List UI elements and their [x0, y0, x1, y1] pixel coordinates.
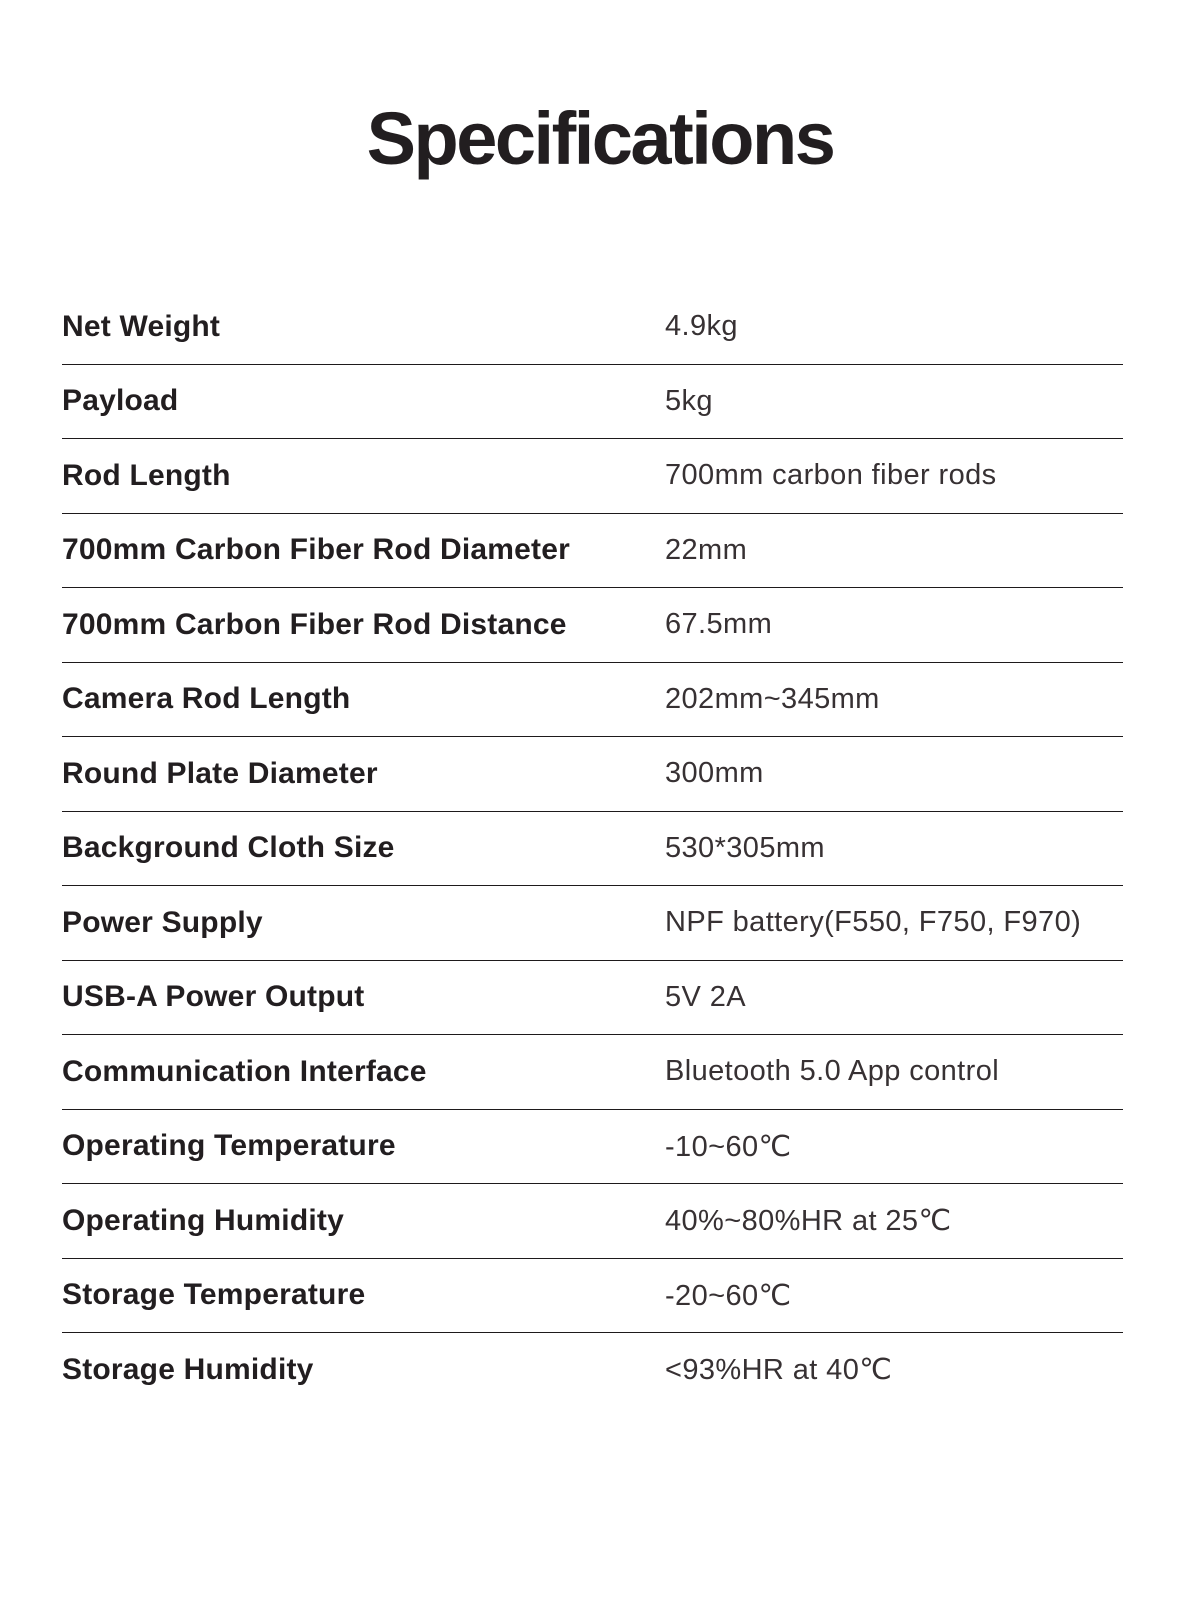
spec-value: NPF battery(F550, F750, F970): [665, 906, 1082, 939]
table-row: [62, 1035, 1123, 1110]
table-row: [62, 1259, 1123, 1334]
spec-label: Payload: [62, 384, 179, 418]
page-title: Specifications: [366, 97, 834, 180]
spec-label: Communication Interface: [62, 1054, 427, 1088]
spec-label: Operating Humidity: [62, 1203, 344, 1237]
table-row: [62, 886, 1123, 961]
table-row: [62, 663, 1123, 738]
spec-value: 202mm~345mm: [665, 682, 880, 715]
table-row: [62, 1333, 1123, 1407]
table-row: [62, 588, 1123, 663]
spec-value: Bluetooth 5.0 App control: [665, 1055, 1000, 1088]
spec-value: 40%~80%HR at 25℃: [665, 1205, 952, 1238]
spec-value: 5V 2A: [665, 980, 746, 1013]
spec-label: 700mm Carbon Fiber Rod Diameter: [62, 533, 570, 567]
table-row: [62, 1110, 1123, 1185]
table-row: [62, 365, 1123, 440]
spec-value: <93%HR at 40℃: [665, 1354, 893, 1387]
spec-label: USB-A Power Output: [62, 980, 365, 1014]
table-row: [62, 812, 1123, 887]
spec-label: Camera Rod Length: [62, 682, 351, 716]
spec-value: 530*305mm: [665, 831, 825, 864]
spec-label: Net Weight: [62, 309, 221, 343]
spec-value: 300mm: [665, 757, 764, 790]
spec-label: Rod Length: [62, 458, 231, 492]
spec-value: 22mm: [665, 533, 748, 566]
table-row: [62, 737, 1123, 812]
spec-label: Operating Temperature: [62, 1129, 396, 1163]
spec-value: 4.9kg: [665, 310, 738, 343]
spec-label: Background Cloth Size: [62, 831, 395, 865]
spec-label: Round Plate Diameter: [62, 756, 378, 790]
spec-label: Storage Temperature: [62, 1278, 366, 1312]
table-row: [62, 961, 1123, 1036]
spec-value: 67.5mm: [665, 608, 773, 641]
table-row: [62, 514, 1123, 589]
table-row: [62, 290, 1123, 365]
spec-table: [62, 290, 1123, 1407]
spec-value: 700mm carbon fiber rods: [665, 459, 997, 492]
spec-label: Storage Humidity: [62, 1352, 314, 1386]
spec-label: Power Supply: [62, 905, 263, 939]
table-row: [62, 439, 1123, 514]
spec-value: -20~60℃: [665, 1279, 792, 1312]
table-row: [62, 1184, 1123, 1259]
spec-value: -10~60℃: [665, 1130, 792, 1163]
spec-label: 700mm Carbon Fiber Rod Distance: [62, 607, 567, 641]
spec-value: 5kg: [665, 384, 713, 417]
